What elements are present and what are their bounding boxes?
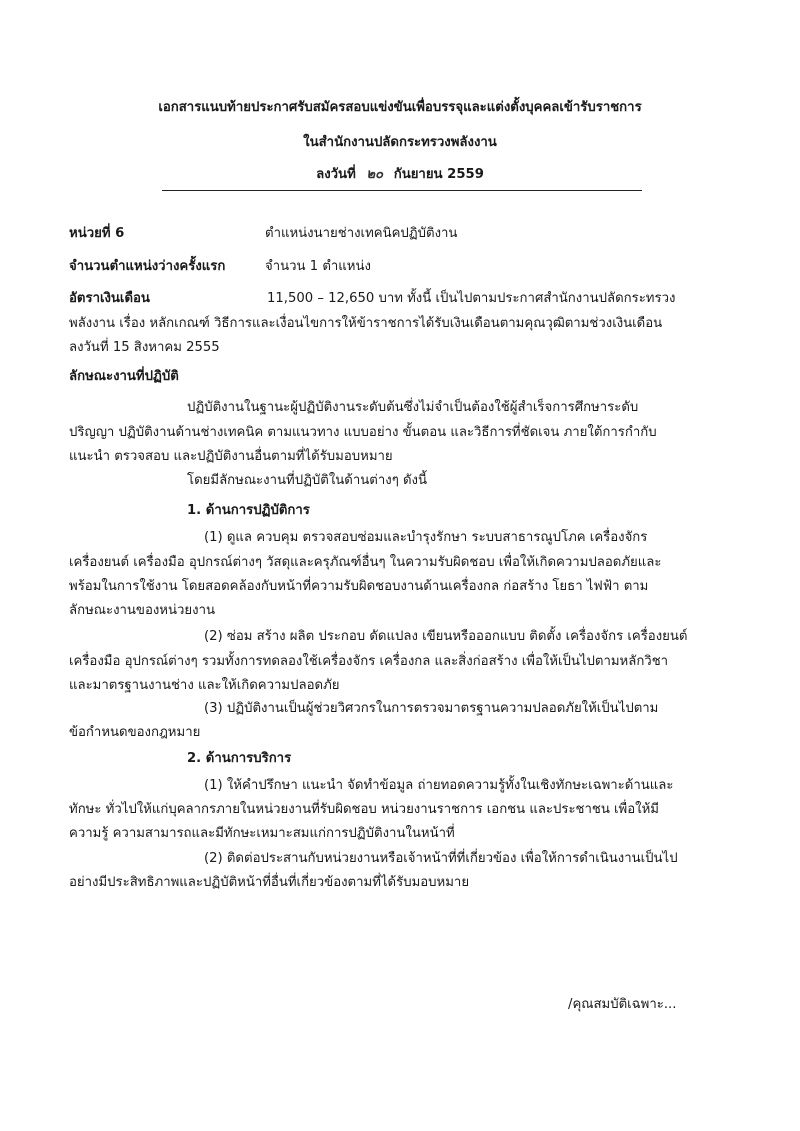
salary-line3: ลงวันที่ 15 สิงหาคม 2555 [69,340,220,355]
salary-label: อัตราเงินเดือน [69,291,150,306]
duties-intro-line1: ปฏิบัติงานในฐานะผู้ปฏิบัติงานระดับต้นซึ่งไม่จำเป็นต้องใช้ผู้สำเร็จการศึกษาระดับ [187,400,639,415]
document-title-line1: เอกสารแนบท้ายประกาศรับสมัครสอบแข่งขันเพื่อบรรจุและแต่งตั้งบุคคลเข้ารับราชการ [158,100,642,115]
duties-intro-line4: โดยมีลักษณะงานที่ปฏิบัติในด้านต่างๆ ดังนี้ [187,473,427,488]
document-title-line2: ในสำนักงานปลัดกระทรวงพลังงาน [303,135,497,150]
section1-heading: 1. ด้านการปฏิบัติการ [187,503,310,518]
section2-item1-line3: ความรู้ ความสามารถและมีทักษะเหมาะสมแก่การปฏิบัติงานในหน้าที่ [69,826,455,841]
section2-item1-line1: (1) ให้คำปรึกษา แนะนำ จัดทำข้อมูล ถ่ายทอดความรู้ทั้งในเชิงทักษะเฉพาะด้านและ [204,778,674,793]
section1-item1-line1: (1) ดูแล ควบคุม ตรวจสอบซ่อมและบำรุงรักษา ระบบสาธารณูปโภค เครื่องจักร [204,530,648,545]
section2-heading: 2. ด้านการบริการ [187,751,292,766]
section1-item2-line1: (2) ซ่อม สร้าง ผลิต ประกอบ ดัดแปลง เขียนหรือออกแบบ ติดตั้ง เครื่องจักร เครื่องยนต์ [204,629,688,644]
section1-item1-line4: ลักษณะงานของหน่วยงาน [69,603,216,618]
unit-label: หน่วยที่ 6 [69,226,125,241]
section2-item2-line2: อย่างมีประสิทธิภาพและปฏิบัติหน้าที่อื่นที่เกี่ยวข้องตามที่ได้รับมอบหมาย [69,875,470,890]
salary-line2: พลังงาน เรื่อง หลักเกณฑ์ วิธีการและเงื่อนไขการให้ข้าราชการได้รับเงินเดือนตามคุณวุฒิตามช่วงเงินเดือน [69,316,663,331]
continued-note: /คุณสมบัติเฉพาะ... [568,997,677,1012]
section2-item2-line1: (2) ติดต่อประสานกับหน่วยงานหรือเจ้าหน้าที่ที่เกี่ยวข้อง เพื่อให้การดำเนินงานเป็นไป [204,851,678,866]
section1-item2-line3: และมาตรฐานงานช่าง และให้เกิดความปลอดภัย [69,678,340,693]
date-day-handwritten: ๒๐ [366,167,384,182]
document-date [0,163,800,184]
section2-item1-line2: ทักษะ ทั่วไปให้แก่บุคลากรภายในหน่วยงานที่รับผิดชอบ หน่วยงานราชการ เอกชน และประชาชน เพื่อให้มี [69,802,659,817]
header-divider [162,190,642,191]
section1-item3-line1: (3) ปฏิบัติงานเป็นผู้ช่วยวิศวกรในการตรวจมาตรฐานความปลอดภัยให้เป็นไปตาม [204,701,659,716]
duties-heading: ลักษณะงานที่ปฏิบัติ [69,369,179,384]
date-prefix: ลงวันที่ [316,167,356,182]
section1-item3-line2: ข้อกำหนดของกฎหมาย [69,725,201,740]
section1-item2-line2: เครื่องมือ อุปกรณ์ต่างๆ รวมทั้งการทดลองใช้เครื่องจักร เครื่องกล และสิ่งก่อสร้าง เพื่อให้เป็นไปตามหลักวิชา [69,654,669,669]
vacancy-label: จำนวนตำแหน่งว่างครั้งแรก [69,259,226,274]
section1-item1-line3: พร้อมในการใช้งาน โดยสอดคล้องกับหน้าที่ความรับผิดชอบงานด้านเครื่องกล ก่อสร้าง โยธา ไฟฟ้า ตาม [69,579,649,594]
unit-value: ตำแหน่งนายช่างเทคนิคปฏิบัติงาน [265,226,458,241]
vacancy-value: จำนวน 1 ตำแหน่ง [265,259,371,274]
duties-intro-line3: แนะนำ ตรวจสอบ และปฏิบัติงานอื่นตามที่ได้รับมอบหมาย [69,449,393,464]
duties-intro-line2: ปริญญา ปฏิบัติงานด้านช่างเทคนิค ตามแนวทาง แบบอย่าง ขั้นตอน และวิธีการที่ชัดเจน ภายใต้การกำกับ [69,425,657,440]
salary-line1: 11,500 – 12,650 บาท ทั้งนี้ เป็นไปตามประกาศสำนักงานปลัดกระทรวง [267,291,676,306]
section1-item1-line2: เครื่องยนต์ เครื่องมือ อุปกรณ์ต่างๆ วัสดุและครุภัณฑ์อื่นๆ ในความรับผิดชอบ เพื่อให้เกิดความปลอดภัยและ [69,555,662,570]
date-month-year: กันยายน 2559 [393,167,484,182]
